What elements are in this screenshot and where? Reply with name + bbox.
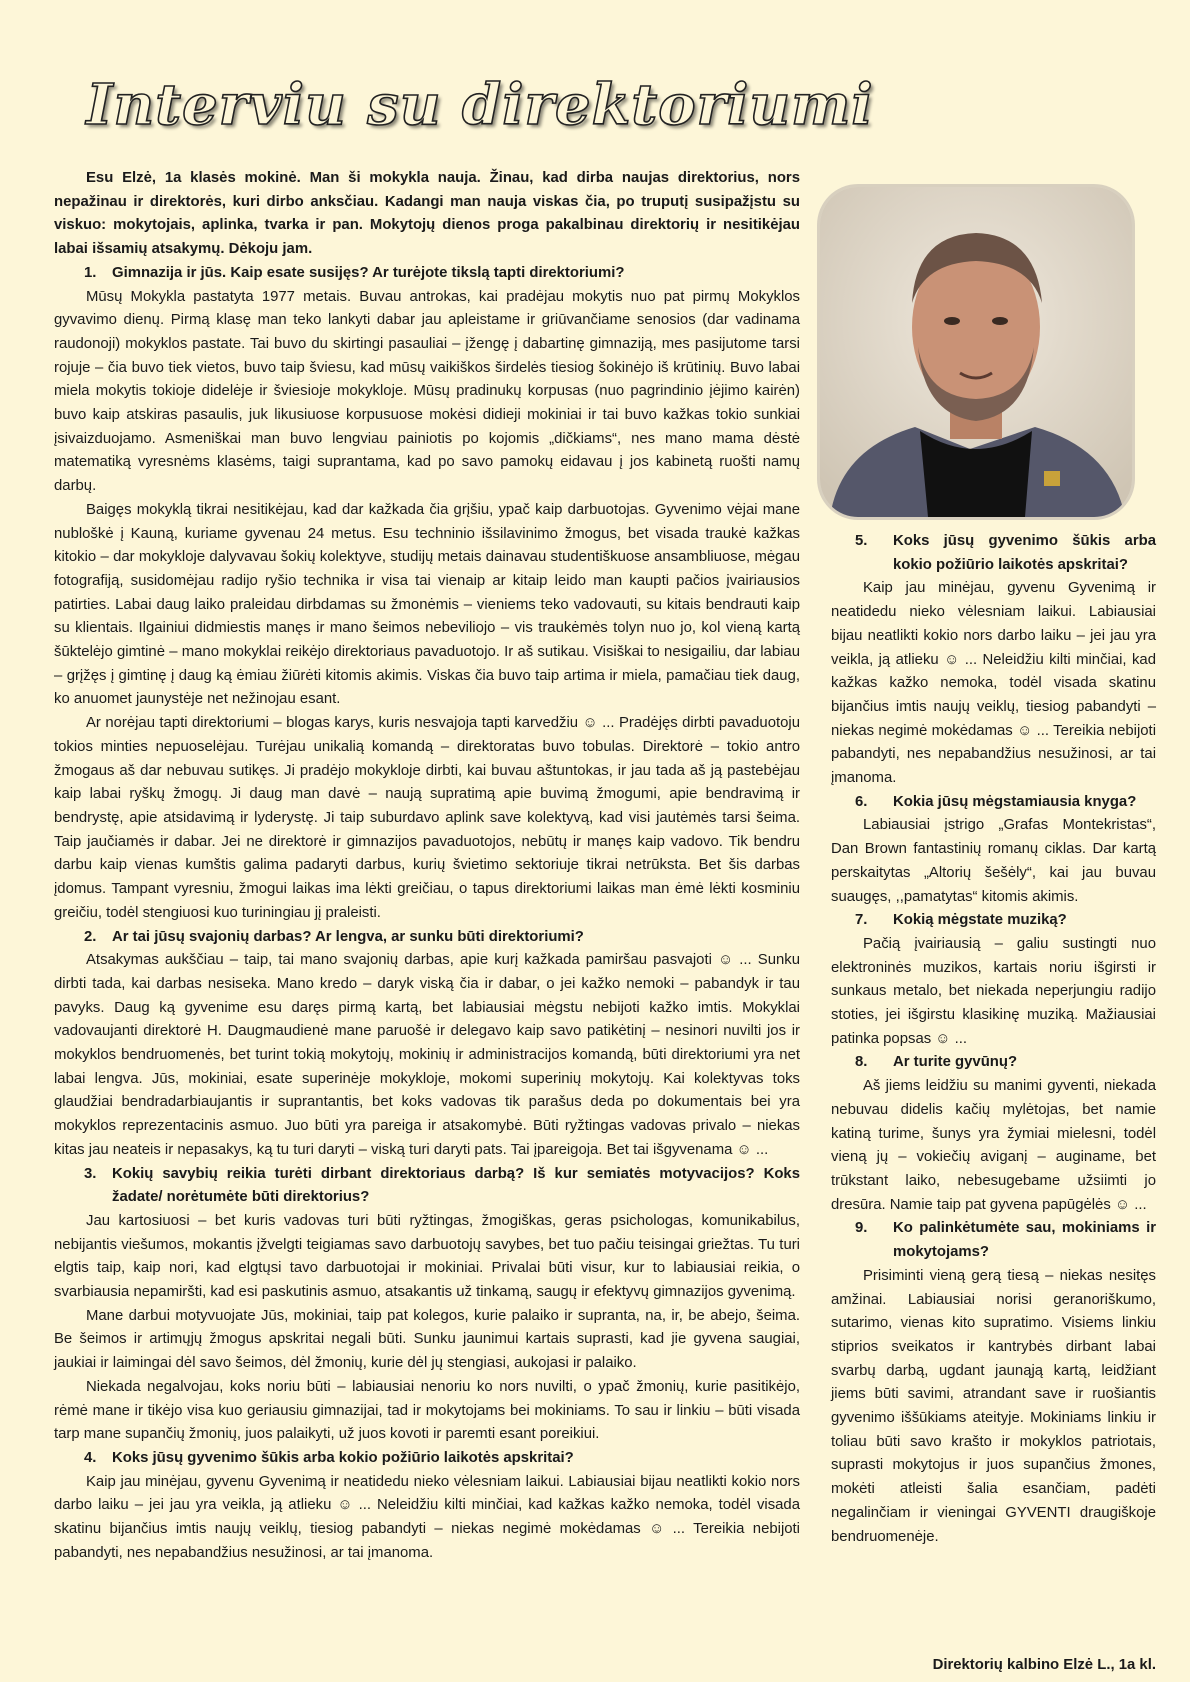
intro-paragraph: Esu Elzė, 1a klasės mokinė. Man ši mokykla nauja. Žinau, kad dirba naujas direktorius, nors nepažinau ir direktorės, kuri dirbo anksčiau. Kadangi man nauja viskas čia, po truputį susipažįstu su viskuo: mokytojais, aplinka, tvarka ir pan. Mokytojų dienos proga pakalbinau direktorių ir nesitikėjau labai išsamių atsakymų. Dėkoju jam. (54, 170, 800, 258)
question-text: Ar turite gyvūnų? (893, 1054, 1018, 1071)
question-number: 9. (855, 1220, 868, 1237)
question-text: Kokių savybių reikia turėti dirbant direktoriaus darbą? Iš kur semiatės motyvacijos? Koks žadate/ norėtumėte būti direktorius? (112, 1165, 800, 1206)
question-9 (831, 1217, 1156, 1264)
question-number: 8. (855, 1054, 868, 1071)
question-text: Koks jūsų gyvenimo šūkis arba kokio požiūrio laikotės apskritai? (893, 533, 1156, 573)
question-4 (54, 1447, 800, 1471)
page-title: Interviu su direktoriumi (86, 72, 874, 138)
question-5 (831, 530, 1156, 577)
question-text: Gimnazija ir jūs. Kaip esate susijęs? Ar turėjote tikslą tapti direktoriumi? (112, 264, 625, 281)
question-7 (831, 909, 1156, 933)
answer-paragraph: Kaip jau minėjau, gyvenu Gyvenimą ir neatidedu nieko vėlesniam laikui. Labiausiai bijau neatlikti kokio nors darbo laiku – jei jau yra veikla, ją atlieku ☺ ... Neleidžiu kilti minčiai, kad kažkas kažko nemoka, todėl visada skatinu bijančius imtis naujų veiklų, tiesiog pabandyti – niekas negimė mokėdamas ☺ ... Tereikia nebijoti pabandyti, nes nepabandžius nesužinosi, ar tai įmanoma. (54, 1473, 800, 1561)
answer-paragraph: Labiausiai įstrigo „Grafas Montekristas“, Dan Brown fantastinių romanų ciklas. Dar kartą perskaitytas „Altorių šešėly“, kai jau buvau suaugęs, ,,pamatytas“ kitomis akimis. (831, 817, 1156, 905)
question-number: 6. (855, 793, 868, 810)
question-text: Kokią mėgstate muziką? (893, 912, 1067, 929)
question-number: 2. (84, 928, 97, 945)
question-text: Ar tai jūsų svajonių darbas? Ar lengva, ar sunku būti direktoriumi? (112, 928, 584, 945)
question-number: 5. (855, 533, 868, 549)
answer-paragraph: Baigęs mokyklą tikrai nesitikėjau, kad dar kažkada čia grįšiu, ypač kaip darbuotojas. Gyvenimo vėjai mane nubloškė į Kauną, kuriame gyvenau 24 metus. Esu techninio išsilavinimo žmogus, bet visada traukė kažkas kitokio – dar mokykloje dalyvavau šokių kolektyve, studijų metais dainavau studentiškuose ansambliuose, mėgau fotografiją, susidomėjau radijo ryšio technika ir visa tai vienaip ar kitaip leido man kaupti pačios įvairiausios patirties. Labai daug laiko praleidau dirbdamas su žmonėmis – vieniems teko vadovauti, su kitais bendrauti kaip su klientais. Ilgainiui didmiestis manęs ir mano šeimos nebeviliojo – vis traukėmės tolyn nuo jo, kol vieną kartą šūktelėjo gimtinė – mano mokyklai reikėjo direktoriaus pavaduotojo. Ir aš sutikau. Visiškai to nesigailiu, dar labiau – grįžęs į gimtinę į daug ką ėmiau žiūrėti kitomis akimis. Viskas čia buvo taip artima ir miela, pamačiau tiek daug, ko anuomet jaunystėje net nežinojau esant. (54, 501, 800, 708)
question-number: 4. (84, 1449, 97, 1466)
answer-paragraph: Ar norėjau tapti direktoriumi – blogas karys, kuris nesvajoja tapti karvedžiu ☺ ... Pradėjęs dirbti pavaduotoju tokios minties nepuoselėjau. Turėjau unikalią komandą – direktoratas buvo tobulas. Direktorė – tokio antro žmogaus aš dar nebuvau sutikęs. Ji pradėjo mokykloje dirbti, kai buvau aštuntokas, ir jau tada aš ją pastebėjau kaip labai ryškų žmogų. Ji daug man davė – naują supratimą apie buvimą žmogumi, apie bendravimą ir bendrystę, apie atsidavimą ir lyderystę. Ji taip suburdavo aplink save kolektyvą, kad visi jautėmės tarsi šeima. Taip jaučiamės ir dabar. Jei ne direktorė ir gimnazijos pavaduotojos, nebūtų ir manęs kaip vadovo. Tik bendru darbu kaip vienas kumštis galima padaryti darbus, kurių švietimo sektoriuje tikrai netrūksta. Bet šis darbas įdomus. Tampant vyresniu, žmogui laikas ima lėkti greičiau, o tapus direktoriumi laikas man ėmė lėkti kosminiu greičiu, todėl stengiuosi kuo turiningiau jį praleisti. (54, 715, 800, 921)
question-number: 7. (855, 912, 868, 929)
question-text: Koks jūsų gyvenimo šūkis arba kokio požiūrio laikotės apskritai? (112, 1449, 574, 1466)
answer-paragraph: Prisiminti vieną gerą tiesą – niekas nesitęs amžinai. Labiausiai norisi geranoriškumo, sutarimo, vienas kito supratimo. Visiems linkiu stiprios sveikatos ir kantrybės dirbant labai svarbų darbą, ugdant jaunąją kartą, leidžiant jiems būti savimi, atrandant save ir ruošiantis gyvenimo iššūkiams ateityje. Mokiniams linkiu ir toliau būti savo krašto ir mokyklos patriotais, suprasti mokytojus ir juos supančius žmones, mokėti atleisti šalia esančiam, padėti negalinčiam ir vieningai GYVENTI draugiškoje bendruomenėje. (831, 1267, 1156, 1545)
portrait-image (820, 187, 1132, 517)
director-portrait (820, 187, 1132, 517)
question-text: Ko palinkėtumėte sau, mokiniams ir mokytojams? (893, 1220, 1156, 1261)
question-6 (831, 791, 1156, 815)
answer-paragraph: Kaip jau minėjau, gyvenu Gyvenimą ir neatidedu nieko vėlesniam laikui. Labiausiai bijau neatlikti kokio nors darbo laiku – jei jau yra veikla, ją atlieku ☺ ... Neleidžiu kilti minčiai, kad kažkas kažko nemoka, todėl visada skatinu bijančius imtis naujų veiklų, tiesiog pabandyti – niekas negimė mokėdamas ☺ ... Tereikia nebijoti pabandyti, nes nepabandžius nesužinosi, ar tai įmanoma. (831, 580, 1156, 787)
answer-paragraph: Mane darbui motyvuojate Jūs, mokiniai, taip pat kolegos, kurie palaiko ir supranta, na, ir, be abejo, šeima. Be šeimos ir artimųjų žmogus apskritai negali būti. Sunku jaunimui kartais suprasti, kad jie gyvena saugiai, jaukiai ir laimingai dėl savo šeimos, dėl žmonių, kurie dėl jų stengiasi, aukojasi ir palaiko. (54, 1307, 800, 1372)
answer-paragraph: Atsakymas aukščiau – taip, tai mano svajonių darbas, apie kurį kažkada pamiršau pasvajoti ☺ ... Sunku dirbti tada, kai darbas nesiseka. Mano kredo – daryk viską čia ir dabar, o jei kažko nemoki – pabandyk ir tau pavyks. Daug ką gyvenime esu daręs pirmą kartą, bet labiausiai mėgstu nebijoti kažko imtis. Mokyklai vadovaujanti direktorė H. Daugmaudienė mane paruošė ir delegavo kaip savo patikėtinį – nesinori nuvilti jos ir mokyklos bendruomenės, bet turint tokią mokytojų, mokinių ir administracijos komandą, būti direktoriumi yra net labai lengva. Jūs, mokiniai, esate superinėje mokykloje, mokomi superinių mokytojų. Kai kolektyvas toks glaudžiai bendradarbiaujantis ir suprantantis, bet koks vadovas tik parašus deda po dokumentais bei yra mokyklos reprezentacinis asmuo. Juo būti yra pareiga ir atsakomybė. Būti ryžtingas vadovas privalo – niekas kitas jau neateis ir nepasakys, ką tu turi daryti – viską turi daryti pats. Tai įpareigoja. Bet tai išgyvenama ☺ ... (54, 952, 800, 1158)
signature: Direktorių kalbino Elzė L., 1a kl. (932, 1657, 1156, 1673)
question-text: Kokia jūsų mėgstamiausia knyga? (893, 793, 1137, 810)
answer-paragraph: Pačią įvairiausią – galiu sustingti nuo elektroninės muzikos, kartais noriu išgirsti ir sunkaus metalo, bet niekada neperjungiu radijo stoties, jei išgirstu klasikinę muziką. Mažiausiai patinka popsas ☺ ... (831, 935, 1156, 1047)
question-number: 3. (84, 1165, 97, 1182)
question-8 (831, 1051, 1156, 1075)
answer-paragraph: Niekada negalvojau, koks noriu būti – labiausiai nenoriu ko nors nuvilti, o ypač žmonių, kurie pasitikėjo, rėmė mane ir tikėjo visa kuo geriausiu gimnazijai, tad ir mokytojams bei mokiniams. To sau ir linkiu – būti visada tarp mane supančių žmonių, juos palaikyti, už juos kovoti ir paremti esant poreikiui. (54, 1378, 800, 1443)
question-2 (54, 926, 800, 950)
answer-paragraph: Mūsų Mokykla pastatyta 1977 metais. Buvau antrokas, kai pradėjau mokytis nuo pat pirmų Mokyklos gyvavimo dienų. Pirmą klasę man teko lankyti dabar jau apleistame ir griūvančiame senosios (dar vadinama raudonoji) mokyklos pastate. Tai buvo du skirtingi pasauliai – įžengę į dabartinę gimnaziją, mes pasijutome tarsi rojuje – čia buvo tiek vietos, buvo taip šviesu, kad mūsų vaikiškos širdelės tiesiog šokinėjo iš krūtinių. Buvo labai miela mokytis tokioje didelėje ir šviesioje mokykloje. Mūsų pradinukų korpusas (nuo pagrindinio įėjimo kairėn) buvo kaip atskiras pasaulis, juk likusiuose korpusuose mokėsi didieji mokiniai ir tai buvo kažkas tokio sunkiai įsivaizduojamo. Asmeniškai man buvo lengviau painiotis po kojomis „dičkiams“, nes mano mama dėstė matematiką vyresnėms klasėms, taigi suprantama, kad po savo pamokų eidavau į jos kabinetą ruošti namų darbų. (54, 288, 800, 495)
answer-paragraph: Aš jiems leidžiu su manimi gyventi, niekada nebuvau didelis kačių mylėtojas, bet namie katiną turime, šunys yra žymiai mielesni, todėl vieną jų – vokiečių aviganį – auginame, bet trūkstant laiko, nebesugebame užsiimti jo dresūra. Namie taip pat gyvena papūgėlės ☺ ... (831, 1078, 1156, 1213)
question-number: 1. (84, 264, 97, 281)
question-3 (54, 1163, 800, 1210)
question-1 (54, 262, 800, 286)
answer-paragraph: Jau kartosiuosi – bet kuris vadovas turi būti ryžtingas, žmogiškas, geras psichologas, komunikabilus, nebijantis viešumos, mokantis įžvelgti teigiamas savo darbuotojų savybes, bet tuo pačiu teisingai griežtas. Tu turi elgtis taip, kaip nori, kad elgtųsi tavo darbuotojai ir mokiniai. Privalai būti visur, kur to labiausiai reikia, o svarbiausia nepamiršti, kad esi paskutinis asmuo, atsakantis už tinkamą, saugų ir efektyvų gimnazijos gyvenimą. (54, 1212, 800, 1301)
